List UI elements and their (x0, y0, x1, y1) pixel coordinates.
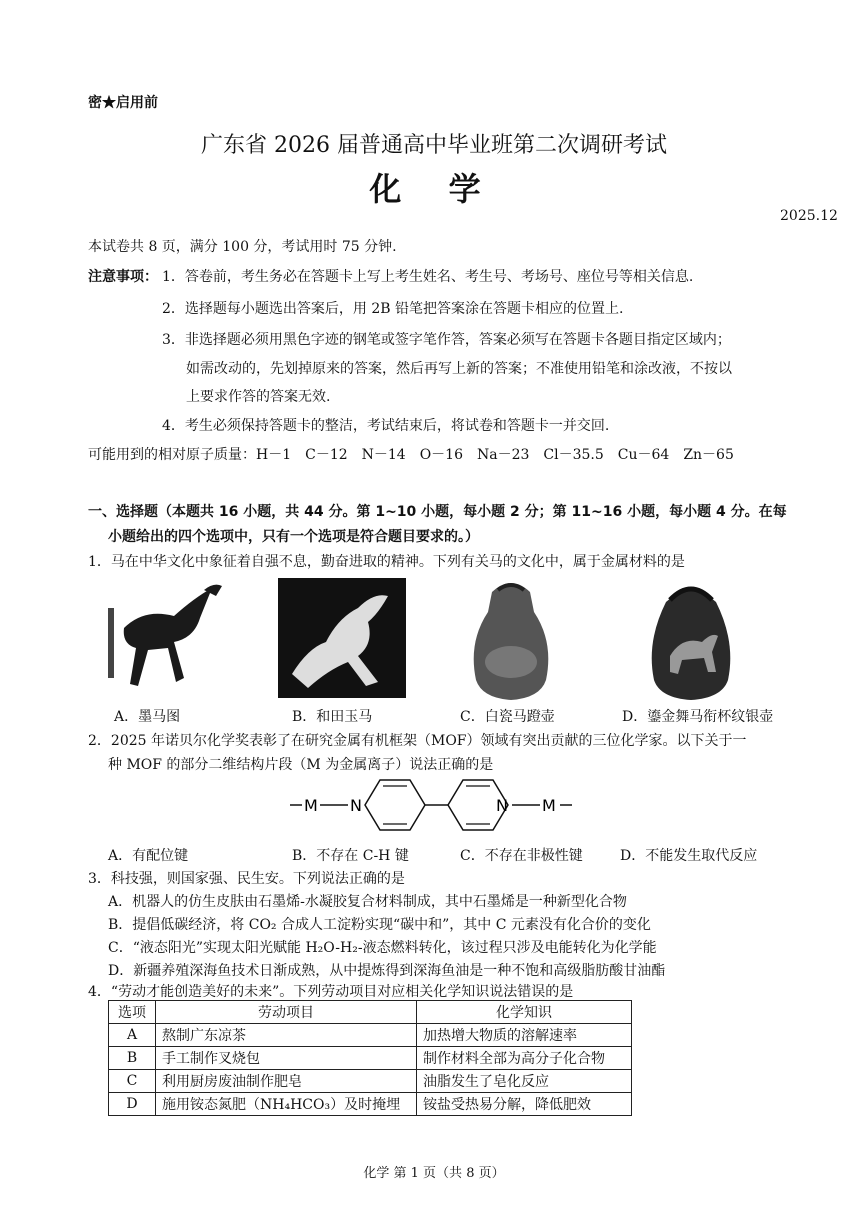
table-cell: D (109, 1093, 156, 1116)
table-row (109, 1024, 632, 1047)
table-cell: 加热增大物质的溶解速率 (417, 1024, 632, 1047)
table-cell: 铵盐受热易分解，降低肥效 (417, 1093, 632, 1116)
nitrogen-left-label: N (350, 796, 362, 815)
table-cell: 手工制作叉烧包 (156, 1047, 417, 1070)
note-item: 1．答卷前，考生务必在答题卡上写上考生姓名、考生号、考场号、座位号等相关信息. (162, 269, 694, 285)
note-item: 4．考生必须保持答题卡的整洁，考试结束后，将试卷和答题卡一并交回. (162, 418, 610, 434)
metal-right-label: M (542, 796, 556, 815)
exam-date: 2025.12 (780, 208, 838, 224)
note-item: 如需改动的，先划掉原来的答案，然后再写上新的答案；不准使用铅笔和涂改液，不按以 (186, 361, 732, 377)
q3-option-d: D．新疆养殖深海鱼技术日渐成熟，从中提炼得到深海鱼油是一种不饱和高级脂肪酸甘油酯 (108, 963, 666, 979)
table-cell: 制作材料全部为高分子化合物 (417, 1047, 632, 1070)
q3-option-b: B．提倡低碳经济，将 CO₂ 合成人工淀粉实现“碳中和”，其中 C 元素没有化合价的变化 (108, 917, 651, 933)
notes-label: 注意事项： (88, 269, 158, 285)
table-cell: B (109, 1047, 156, 1070)
table-header-cell: 选项 (109, 1001, 156, 1024)
table-cell: 熬制广东凉茶 (156, 1024, 417, 1047)
mof-structure-diagram (290, 772, 590, 838)
note-item: 3．非选择题必须用黑色字迹的钢笔或签字笔作答，答案必须写在答题卡各题目指定区域内； (162, 332, 731, 348)
porcelain-pot-image (462, 572, 560, 702)
table-cell: 油脂发生了皂化反应 (417, 1070, 632, 1093)
q2-option-c: C．不存在非极性键 (460, 848, 583, 864)
metal-left-label: M (304, 796, 318, 815)
q1-stem: 1．马在中华文化中象征着自强不息，勤奋进取的精神。下列有关马的文化中，属于金属材料的是 (88, 554, 685, 570)
q2-option-a: A．有配位键 (108, 848, 189, 864)
exam-intro: 本试卷共 8 页，满分 100 分，考试用时 75 分钟. (88, 239, 397, 255)
page-footer: 化学 第 1 页（共 8 页） (363, 1166, 505, 1181)
q3-stem: 3．科技强，则国家强、民生安。下列说法正确的是 (88, 871, 405, 887)
table-cell: 利用厨房废油制作肥皂 (156, 1070, 417, 1093)
table-header-row (109, 1001, 632, 1024)
exam-title: 广东省 2026 届普通高中毕业班第二次调研考试 (201, 133, 667, 158)
note-item: 2．选择题每小题选出答案后，用 2B 铅笔把答案涂在答题卡相应的位置上. (162, 301, 624, 317)
q2-option-b: B．不存在 C-H 键 (292, 848, 409, 864)
table-header-cell: 化学知识 (417, 1001, 632, 1024)
table-row (109, 1047, 632, 1070)
table-cell: A (109, 1024, 156, 1047)
q3-option-a: A．机器人的仿生皮肤由石墨烯-水凝胶复合材料制成，其中石墨烯是一种新型化合物 (108, 894, 627, 910)
table-row (109, 1093, 632, 1116)
q2-stem-cont: 种 MOF 的部分二维结构片段（M 为金属离子）说法正确的是 (108, 757, 494, 773)
silver-pot-image (642, 572, 740, 702)
subject-title: 化 学 (369, 170, 499, 208)
ink-horse-image (104, 578, 228, 698)
q2-stem: 2．2025 年诺贝尔化学奖表彰了在研究金属有机框架（MOF）领域有突出贡献的三位化学家。以下关于一 (88, 733, 747, 749)
table-cell: 施用铵态氮肥（NH₄HCO₃）及时掩埋 (156, 1093, 417, 1116)
table-cell: C (109, 1070, 156, 1093)
q1-option-d: D．鎏金舞马衔杯纹银壶 (622, 709, 774, 725)
table-header-cell: 劳动项目 (156, 1001, 417, 1024)
q1-option-b: B．和田玉马 (292, 709, 373, 725)
note-item: 上要求作答的答案无效. (186, 389, 331, 405)
nitrogen-right-label: N (496, 796, 508, 815)
section-heading-cont: 小题给出的四个选项中，只有一个选项是符合题目要求的。） (108, 529, 479, 545)
atomic-mass-line: 可能用到的相对原子质量：H－1 C－12 N－14 O－16 Na－23 Cl－35.5 Cu－64 Zn－65 (88, 447, 734, 463)
jade-horse-image (278, 578, 406, 698)
q2-option-d: D．不能发生取代反应 (620, 848, 758, 864)
q1-option-a: A．墨马图 (114, 709, 181, 725)
confidential-mark: 密★启用前 (88, 95, 158, 111)
q1-option-c: C．白瓷马蹬壶 (460, 709, 555, 725)
table-row (109, 1070, 632, 1093)
q3-option-c: C．“液态阳光”实现太阳光赋能 H₂O-H₂-液态燃料转化，该过程只涉及电能转化为化学能 (108, 940, 657, 956)
section-heading: 一、选择题（本题共 16 小题，共 44 分。第 1~10 小题，每小题 2 分；第 11~16 小题，每小题 4 分。在每 (88, 504, 787, 520)
q4-stem: 4．“劳动才能创造美好的未来”。下列劳动项目对应相关化学知识说法错误的是 (88, 984, 574, 1000)
q4-table (108, 1000, 632, 1116)
